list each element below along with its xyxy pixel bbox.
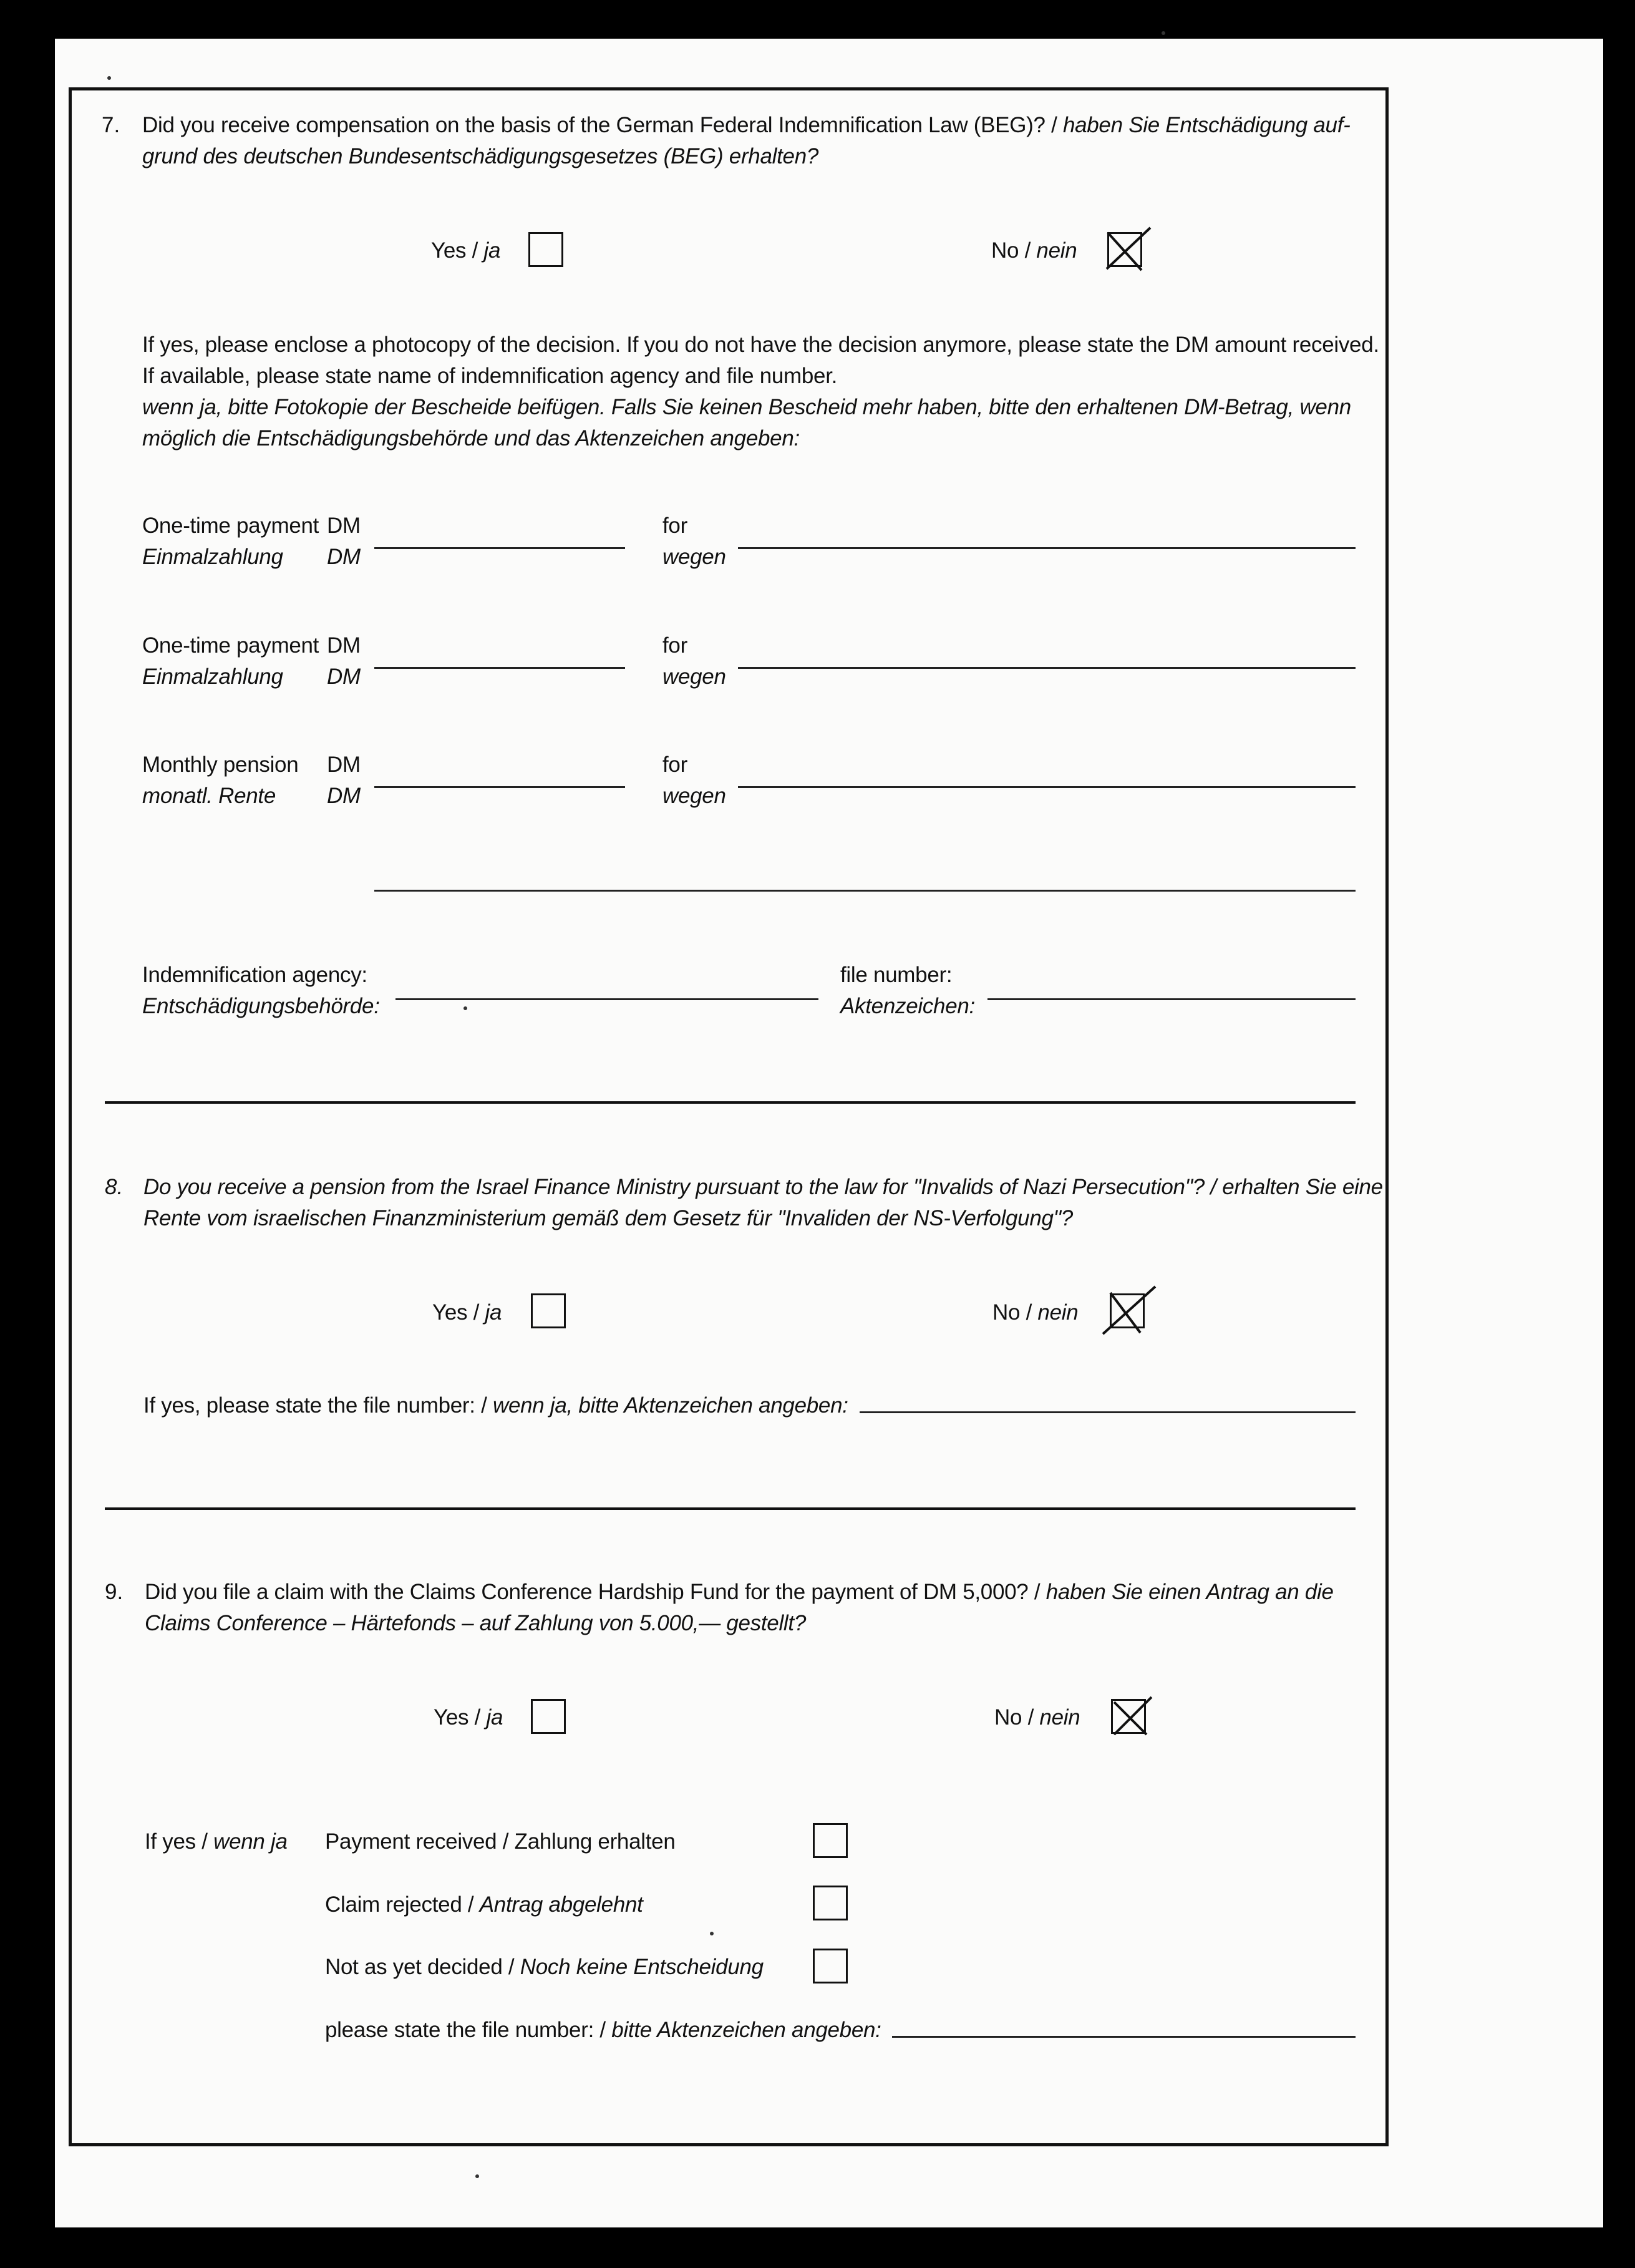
q9-no-check-mark-icon bbox=[1104, 1692, 1157, 1745]
q7-instruction-en2: If available, please state name of indemnification agency and file number. bbox=[142, 364, 838, 388]
q7-question-sep: / bbox=[1045, 113, 1063, 137]
q9-number: 9. bbox=[105, 1580, 124, 1604]
q8-number: 8. bbox=[105, 1175, 124, 1199]
q8-no-de: nein bbox=[1037, 1300, 1079, 1325]
q9-option2-en: Claim rejected / bbox=[325, 1892, 480, 1917]
q7-number: 7. bbox=[102, 113, 120, 137]
q9-option-not-decided bbox=[325, 1952, 764, 1983]
q7-file-label-de: Aktenzeichen: bbox=[840, 994, 975, 1018]
q9-no-label bbox=[994, 1702, 1080, 1733]
q7-row3-dm-en: DM bbox=[327, 752, 361, 777]
q9-question-line2: Claims Conference – Härtefonds – auf Zahlung von 5.000,— gestellt? bbox=[145, 1611, 806, 1635]
q8-no-checkbox[interactable] bbox=[1110, 1293, 1145, 1328]
q7-instruction-de2: möglich die Entschädigungsbehörde und das Aktenzeichen angeben: bbox=[142, 426, 800, 450]
q9-option-claim-rejected bbox=[325, 1889, 643, 1920]
q9-question-en: Did you file a claim with the Claims Conference Hardship Fund for the payment of DM 5,000? / bbox=[145, 1580, 1046, 1604]
q7-row2-for-de: wegen bbox=[662, 664, 726, 689]
scan-speck bbox=[107, 76, 111, 80]
scan-speck bbox=[1162, 31, 1165, 35]
q9-claim-rejected-checkbox[interactable] bbox=[813, 1886, 848, 1920]
q8-question-line2: Rente vom israelischen Finanzministerium gemäß dem Gesetz für "Invaliden der NS-Verfolgung"? bbox=[143, 1206, 1073, 1230]
q8-no-en: No / bbox=[992, 1300, 1038, 1325]
q7-row2-dm-en: DM bbox=[327, 633, 361, 658]
q7-row3-amount-field[interactable] bbox=[374, 786, 625, 788]
q7-row1-label-de: Einmalzahlung bbox=[142, 545, 283, 569]
q7-row1-for-de: wegen bbox=[662, 545, 726, 569]
q7-row2-reason-field[interactable] bbox=[738, 667, 1356, 669]
q9-option2-de: Antrag abgelehnt bbox=[479, 1892, 643, 1917]
q7-no-label bbox=[991, 235, 1077, 266]
q7-row1-for-en: for bbox=[662, 513, 687, 538]
q8-yes-en: Yes / bbox=[432, 1300, 485, 1325]
q8-yes-label bbox=[432, 1297, 502, 1328]
q9-yes-de: ja bbox=[486, 1705, 503, 1730]
q9-yes-en: Yes / bbox=[434, 1705, 487, 1730]
q9-option1-en: Payment received / Zahlung erhalten bbox=[325, 1829, 676, 1854]
q7-row2-amount-field[interactable] bbox=[374, 667, 625, 669]
q9-file-field[interactable] bbox=[892, 2036, 1356, 2038]
q7-no-checkbox[interactable] bbox=[1107, 232, 1142, 267]
scan-speck bbox=[710, 1932, 714, 1935]
q8-no-check-mark-icon bbox=[1103, 1287, 1155, 1339]
q8-question-line1: Do you receive a pension from the Israel Finance Ministry pursuant to the law for "Invalids of Nazi Persecution"? / erhalten Sie eine bbox=[143, 1175, 1383, 1199]
q9-payment-received-checkbox[interactable] bbox=[813, 1823, 848, 1858]
q7-question-en: Did you receive compensation on the basis of the German Federal Indemnification Law (BEG)? bbox=[142, 113, 1046, 137]
q7-question-line1 bbox=[142, 110, 1351, 141]
q9-question-de1: haben Sie einen Antrag an die bbox=[1046, 1580, 1334, 1604]
q9-if-yes-en: If yes / bbox=[145, 1829, 214, 1854]
q7-row2-label-de: Einmalzahlung bbox=[142, 664, 283, 689]
q9-yes-checkbox[interactable] bbox=[531, 1699, 566, 1734]
q7-row3-dm-de: DM bbox=[327, 784, 361, 808]
q9-question-line1 bbox=[145, 1577, 1334, 1608]
q7-agency-label-en: Indemnification agency: bbox=[142, 963, 367, 987]
q7-row3-for-en: for bbox=[662, 752, 687, 777]
q7-file-label-en: file number: bbox=[840, 963, 953, 987]
q7-instruction-de1: wenn ja, bitte Fotokopie der Bescheide beifügen. Falls Sie keinen Bescheid mehr haben, bitte den erhaltenen DM-Betrag, wenn bbox=[142, 395, 1351, 419]
q9-no-de: nein bbox=[1039, 1705, 1080, 1730]
q8-yes-de: ja bbox=[485, 1300, 502, 1325]
q7-row1-label-en: One-time payment bbox=[142, 513, 319, 538]
q7-yes-label bbox=[431, 235, 500, 266]
q8-yes-checkbox[interactable] bbox=[531, 1293, 566, 1328]
q7-file-field[interactable] bbox=[987, 998, 1356, 1000]
q9-option3-en: Not as yet decided / bbox=[325, 1955, 520, 1979]
q7-yes-checkbox[interactable] bbox=[528, 232, 563, 267]
q7-agency-field[interactable] bbox=[395, 998, 818, 1000]
q7-extra-line-field[interactable] bbox=[374, 890, 1356, 892]
q8-no-label bbox=[992, 1297, 1078, 1328]
q7-no-de: nein bbox=[1036, 238, 1077, 263]
q7-row2-label-en: One-time payment bbox=[142, 633, 319, 658]
q7-no-en: No / bbox=[991, 238, 1037, 263]
q7-row3-label-en: Monthly pension bbox=[142, 752, 299, 777]
scan-speck bbox=[463, 1006, 467, 1010]
q7-question-de1: haben Sie Entschädigung auf- bbox=[1062, 113, 1351, 137]
q7-row3-reason-field[interactable] bbox=[738, 786, 1356, 788]
q9-file-en: please state the file number: / bbox=[325, 2018, 612, 2042]
q9-option3-de: Noch keine Entscheidung bbox=[520, 1955, 764, 1979]
q9-option-payment-received bbox=[325, 1826, 676, 1857]
q9-yes-label bbox=[434, 1702, 503, 1733]
q8-file-en: If yes, please state the file number: / bbox=[143, 1393, 493, 1418]
q7-yes-de: ja bbox=[483, 238, 501, 263]
q9-not-decided-checkbox[interactable] bbox=[813, 1949, 848, 1983]
q8-file-de: wenn ja, bitte Aktenzeichen angeben: bbox=[492, 1393, 848, 1418]
q7-no-check-mark-icon bbox=[1100, 225, 1153, 278]
q8-file-label bbox=[143, 1390, 848, 1421]
q7-row1-dm-de: DM bbox=[327, 545, 361, 569]
q7-row2-for-en: for bbox=[662, 633, 687, 658]
q8-file-field[interactable] bbox=[860, 1411, 1356, 1413]
scan-speck bbox=[475, 2174, 479, 2178]
q9-file-label bbox=[325, 2015, 881, 2046]
q7-row1-amount-field[interactable] bbox=[374, 547, 625, 549]
q7-row3-label-de: monatl. Rente bbox=[142, 784, 276, 808]
q9-if-yes-label bbox=[145, 1826, 288, 1857]
q9-no-checkbox[interactable] bbox=[1111, 1699, 1146, 1734]
section-divider-8-9 bbox=[105, 1507, 1356, 1510]
q7-row3-for-de: wegen bbox=[662, 784, 726, 808]
q7-yes-en: Yes / bbox=[431, 238, 484, 263]
q9-if-yes-de: wenn ja bbox=[213, 1829, 288, 1854]
q7-row1-dm-en: DM bbox=[327, 513, 361, 538]
q7-instruction-en1: If yes, please enclose a photocopy of the decision. If you do not have the decision anymore, please state the DM amount received. bbox=[142, 333, 1379, 357]
q9-file-de: bitte Aktenzeichen angeben: bbox=[611, 2018, 881, 2042]
q7-row2-dm-de: DM bbox=[327, 664, 361, 689]
q7-question-line2: grund des deutschen Bundesentschädigungsgesetzes (BEG) erhalten? bbox=[142, 144, 819, 168]
q7-row1-reason-field[interactable] bbox=[738, 547, 1356, 549]
q7-agency-label-de: Entschädigungsbehörde: bbox=[142, 994, 380, 1018]
section-divider-7-8 bbox=[105, 1101, 1356, 1104]
q9-no-en: No / bbox=[994, 1705, 1040, 1730]
